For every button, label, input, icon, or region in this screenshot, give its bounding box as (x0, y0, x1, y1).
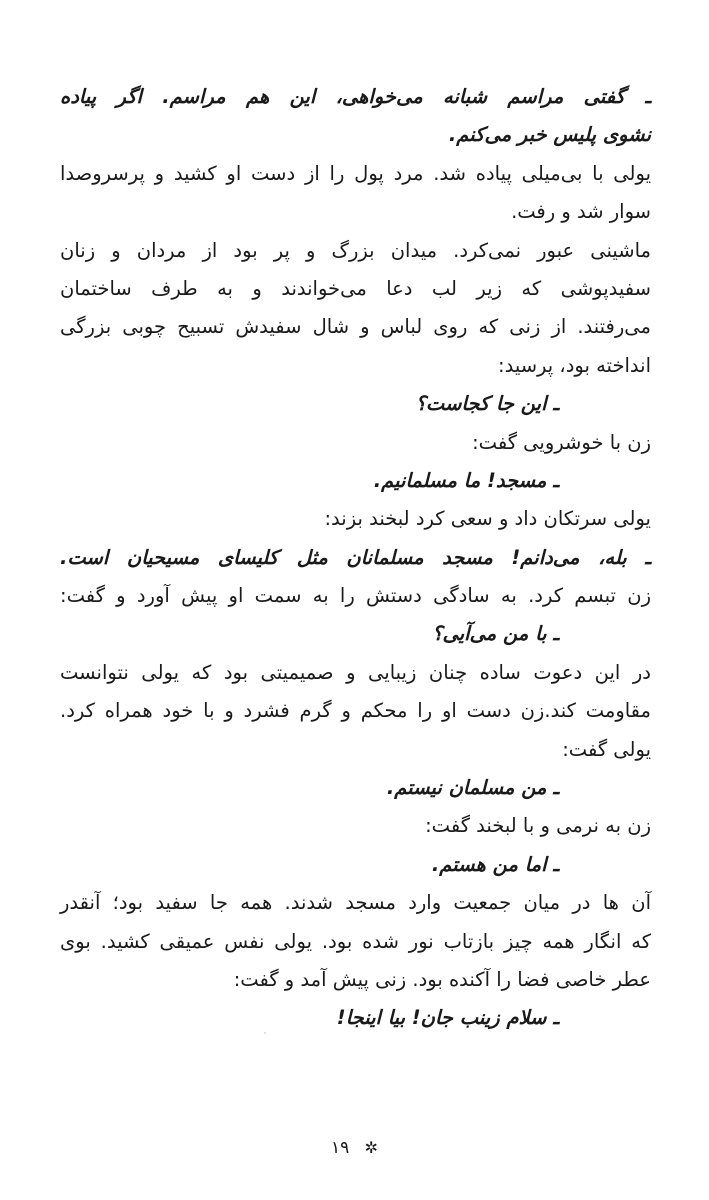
text-line: ـ من مسلمان نیستم. (386, 776, 559, 800)
asterisk-ornament-icon: ✲ (364, 1138, 379, 1157)
text-line: زن با خوشرویی گفت: (472, 430, 651, 454)
text-line: ـ اما من هستم. (431, 852, 559, 876)
text-line: یولی سرتکان داد و سعی کرد لبخند بزند: (324, 507, 651, 531)
text-line: زن به نرمی و با لبخند گفت: (425, 814, 651, 838)
page-body-text (60, 78, 651, 1038)
page-footer (0, 1138, 709, 1158)
text-line: ـ این جا کجاست؟ (415, 392, 559, 416)
text-line: یولی گفت: (562, 737, 651, 761)
text-line: ماشینی عبور نمی‌کرد. میدان بزرگ و پر بود از مردان و زنان (60, 238, 651, 262)
text-line: سفیدپوشی که زیر لب دعا می‌خواندند و به طرف ساختمان (60, 276, 651, 300)
text-line: انداخته بود، پرسید: (498, 353, 651, 377)
text-line: در این دعوت ساده چنان زیبایی و صمیمیتی بود که یولی نتوانست (60, 660, 651, 684)
text-line: ـ با من می‌آیی؟ (432, 622, 559, 646)
text-line: عطر خاصی فضا را آکنده بود. زنی پیش آمد و گفت: (233, 967, 651, 991)
text-line: مقاومت کند.زن دست او را محکم و گرم فشرد و با خود همراه کرد. (60, 699, 651, 723)
text-line: ـ بله، می‌دانم! مسجد مسلمانان مثل کلیسای مسیحیان است. (60, 545, 651, 569)
text-line: ـ گفتی مراسم شبانه می‌خواهی، این هم مراسم. اگر پیاده (60, 85, 651, 108)
text-line: که انگار همه چیز بازتاب نور شده بود. یولی نفس عمیقی کشید. بوی (60, 929, 651, 953)
text-line: آن ها در میان جمعیت وارد مسجد شدند. همه جا سفید بود؛ آنقدر (60, 891, 651, 915)
text-line: یولی با بی‌میلی پیاده شد. مرد پول را از دست او کشید و پرسروصدا (60, 161, 651, 185)
text-line: ـ مسجد! ما مسلمانیم. (373, 468, 559, 492)
text-line: زن تبسم کرد. به سادگی دستش را به سمت او پیش آورد و گفت: (60, 584, 651, 608)
text-line: سوار شد و رفت. (511, 200, 651, 224)
paper-speck (264, 1032, 266, 1034)
text-line: نشوی پلیس خبر می‌کنم. (448, 123, 651, 147)
text-line: ـ سلام زینب جان! بیا اینجا! (336, 1006, 559, 1030)
text-line: می‌رفتند. از زنی که روی لباس و شال سفیدش تسبیح چوبی بزرگی (60, 315, 651, 339)
page-number: ۱۹ (330, 1138, 350, 1158)
